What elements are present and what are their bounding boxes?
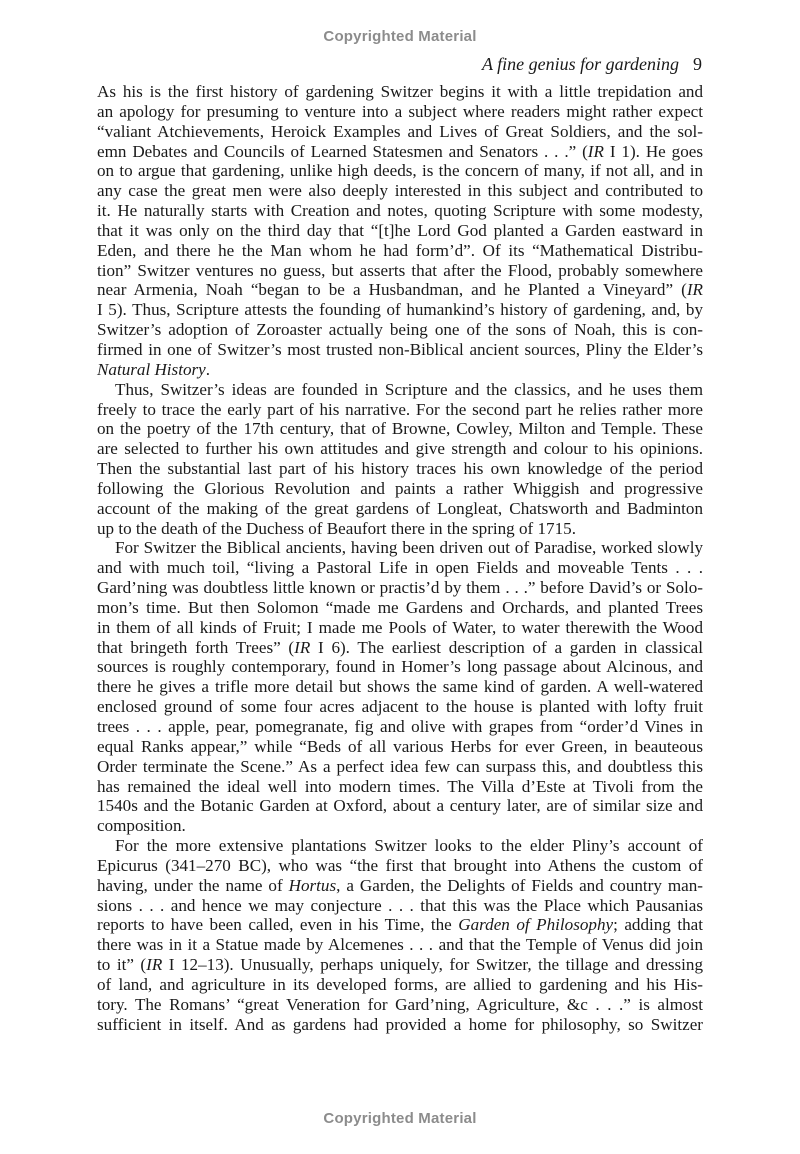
text-line: 1540s and the Botanic Garden at Oxford, about a century later, are of similar size and <box>97 796 703 816</box>
text-line: sources is roughly contemporary, found in Homer’s long passage about Alcinous, and <box>97 657 703 677</box>
watermark-top: Copyrighted Material <box>323 28 477 45</box>
text-line: tory. The Romans’ “great Veneration for Gard’ning, Agriculture, &c . . .” is almost <box>97 994 703 1014</box>
text-line: near Armenia, Noah “began to be a Husbandman, and he Planted a Vineyard” (IR <box>97 280 703 300</box>
text-line: an apology for presuming to venture into a subject where readers might rather expect <box>97 101 703 121</box>
text-line: Epicurus (341–270 BC), who was “the first that brought into Athens the custom of <box>97 855 703 875</box>
text-line: on to argue that gardening, unlike high deeds, is the concern of many, if not all, and in <box>97 161 703 181</box>
text-line: on the poetry of the 17th century, that of Browne, Cowley, Milton and Temple. These <box>97 419 703 439</box>
text-line: any case the great men were also deeply interested in this subject and contributed to <box>97 181 703 201</box>
text-line: Then the substantial last part of his history traces his own knowledge of the period <box>97 459 703 479</box>
text-line: account of the making of the great gardens of Longleat, Chatsworth and Badminton <box>97 498 703 518</box>
text-line: there was in it a Statue made by Alcemenes . . . and that the Temple of Venus did join <box>97 935 703 955</box>
body-text <box>97 82 703 1035</box>
text-line: equal Ranks appear,” while “Beds of all various Herbs for ever Green, in beauteous <box>97 736 703 756</box>
text-line: composition. <box>97 816 186 836</box>
text-line: Thus, Switzer’s ideas are founded in Scripture and the classics, and he uses them <box>115 379 703 399</box>
text-line: reports to have been called, even in his Time, the Garden of Philosophy; adding that <box>97 915 703 935</box>
text-line: “valiant Atchievements, Heroick Examples and Lives of Great Soldiers, and the sol- <box>97 121 703 141</box>
text-line: has remained the ideal well into modern times. The Villa d’Este at Tivoli from the <box>97 776 703 796</box>
text-line: Order terminate the Scene.” As a perfect idea few can surpass this, and doubtless this <box>97 756 703 776</box>
text-line: Natural History. <box>97 359 211 379</box>
text-line: sions . . . and hence we may conjecture . . . that this was the Place which Pausanias <box>97 895 703 915</box>
text-line: of land, and agriculture in its developed forms, are allied to gardening and his His- <box>97 974 703 994</box>
text-line: trees . . . apple, pear, pomegranate, fig and olive with grapes from “order’d Vines in <box>97 717 703 736</box>
text-line: enclosed ground of some four acres adjacent to the house is planted with lofty fruit <box>97 697 703 717</box>
text-line: Gard’ning was doubtless little known or practis’d by them . . .” before David’s or Solo- <box>97 578 703 598</box>
text-line: tion” Switzer ventures no guess, but asserts that after the Flood, probably somewhere <box>97 260 703 280</box>
text-line: that bringeth forth Trees” (IR I 6). The earliest description of a garden in classical <box>97 637 703 657</box>
text-line: there he gives a trifle more detail but shows the same kind of garden. A well-watered <box>97 677 703 697</box>
text-line: As his is the first history of gardening Switzer begins it with a little trepidation and <box>97 82 703 101</box>
text-line: are selected to further his own attitudes and give strength and colour to his opinions. <box>97 439 703 459</box>
text-line: sufficient in itself. And as gardens had provided a home for philosophy, so Switzer <box>97 1014 703 1034</box>
text-line: and with much toil, “living a Pastoral Life in open Fields and moveable Tents . . . <box>97 558 703 578</box>
text-line: following the Glorious Revolution and paints a rather Whiggish and progressive <box>97 478 703 498</box>
text-line: For Switzer the Biblical ancients, having been driven out of Paradise, worked slowly <box>115 538 703 558</box>
text-line: emn Debates and Councils of Learned Statesmen and Senators . . .” (IR I 1). He goes <box>97 141 703 161</box>
running-head <box>482 54 702 75</box>
text-line: freely to trace the early part of his narrative. For the second part he relies rather more <box>97 399 703 419</box>
text-line: firmed in one of Switzer’s most trusted non-Biblical ancient sources, Pliny the Elder’s <box>97 339 703 359</box>
watermark-bottom: Copyrighted Material <box>323 1110 477 1127</box>
text-line: Eden, and there he the Man whom he had form’d”. Of its “Mathematical Distribu- <box>97 240 703 260</box>
text-line: Switzer’s adoption of Zoroaster actually being one of the sons of Noah, this is con- <box>97 320 703 340</box>
running-head-title: A fine genius for gardening <box>482 54 679 74</box>
text-line: mon’s time. But then Solomon “made me Gardens and Orchards, and planted Trees <box>97 597 703 617</box>
text-line: I 5). Thus, Scripture attests the founding of humankind’s history of gardening, and, by <box>97 300 703 320</box>
text-line: to it” (IR I 12–13). Unusually, perhaps uniquely, for Switzer, the tillage and dressing <box>97 955 703 975</box>
text-line: it. He naturally starts with Creation and notes, quoting Scripture with some modesty, <box>97 201 703 221</box>
text-line: For the more extensive plantations Switzer looks to the elder Pliny’s account of <box>115 836 703 856</box>
page-number: 9 <box>693 54 702 74</box>
text-line: up to the death of the Duchess of Beaufort there in the spring of 1715. <box>97 518 576 538</box>
text-line: that it was only on the third day that “[t]he Lord God planted a Garden eastward in <box>97 220 703 240</box>
text-line: having, under the name of Hortus, a Garden, the Delights of Fields and country man- <box>97 875 703 895</box>
text-line: in them of all kinds of Fruit; I made me Pools of Water, to water therewith the Wood <box>97 617 703 637</box>
